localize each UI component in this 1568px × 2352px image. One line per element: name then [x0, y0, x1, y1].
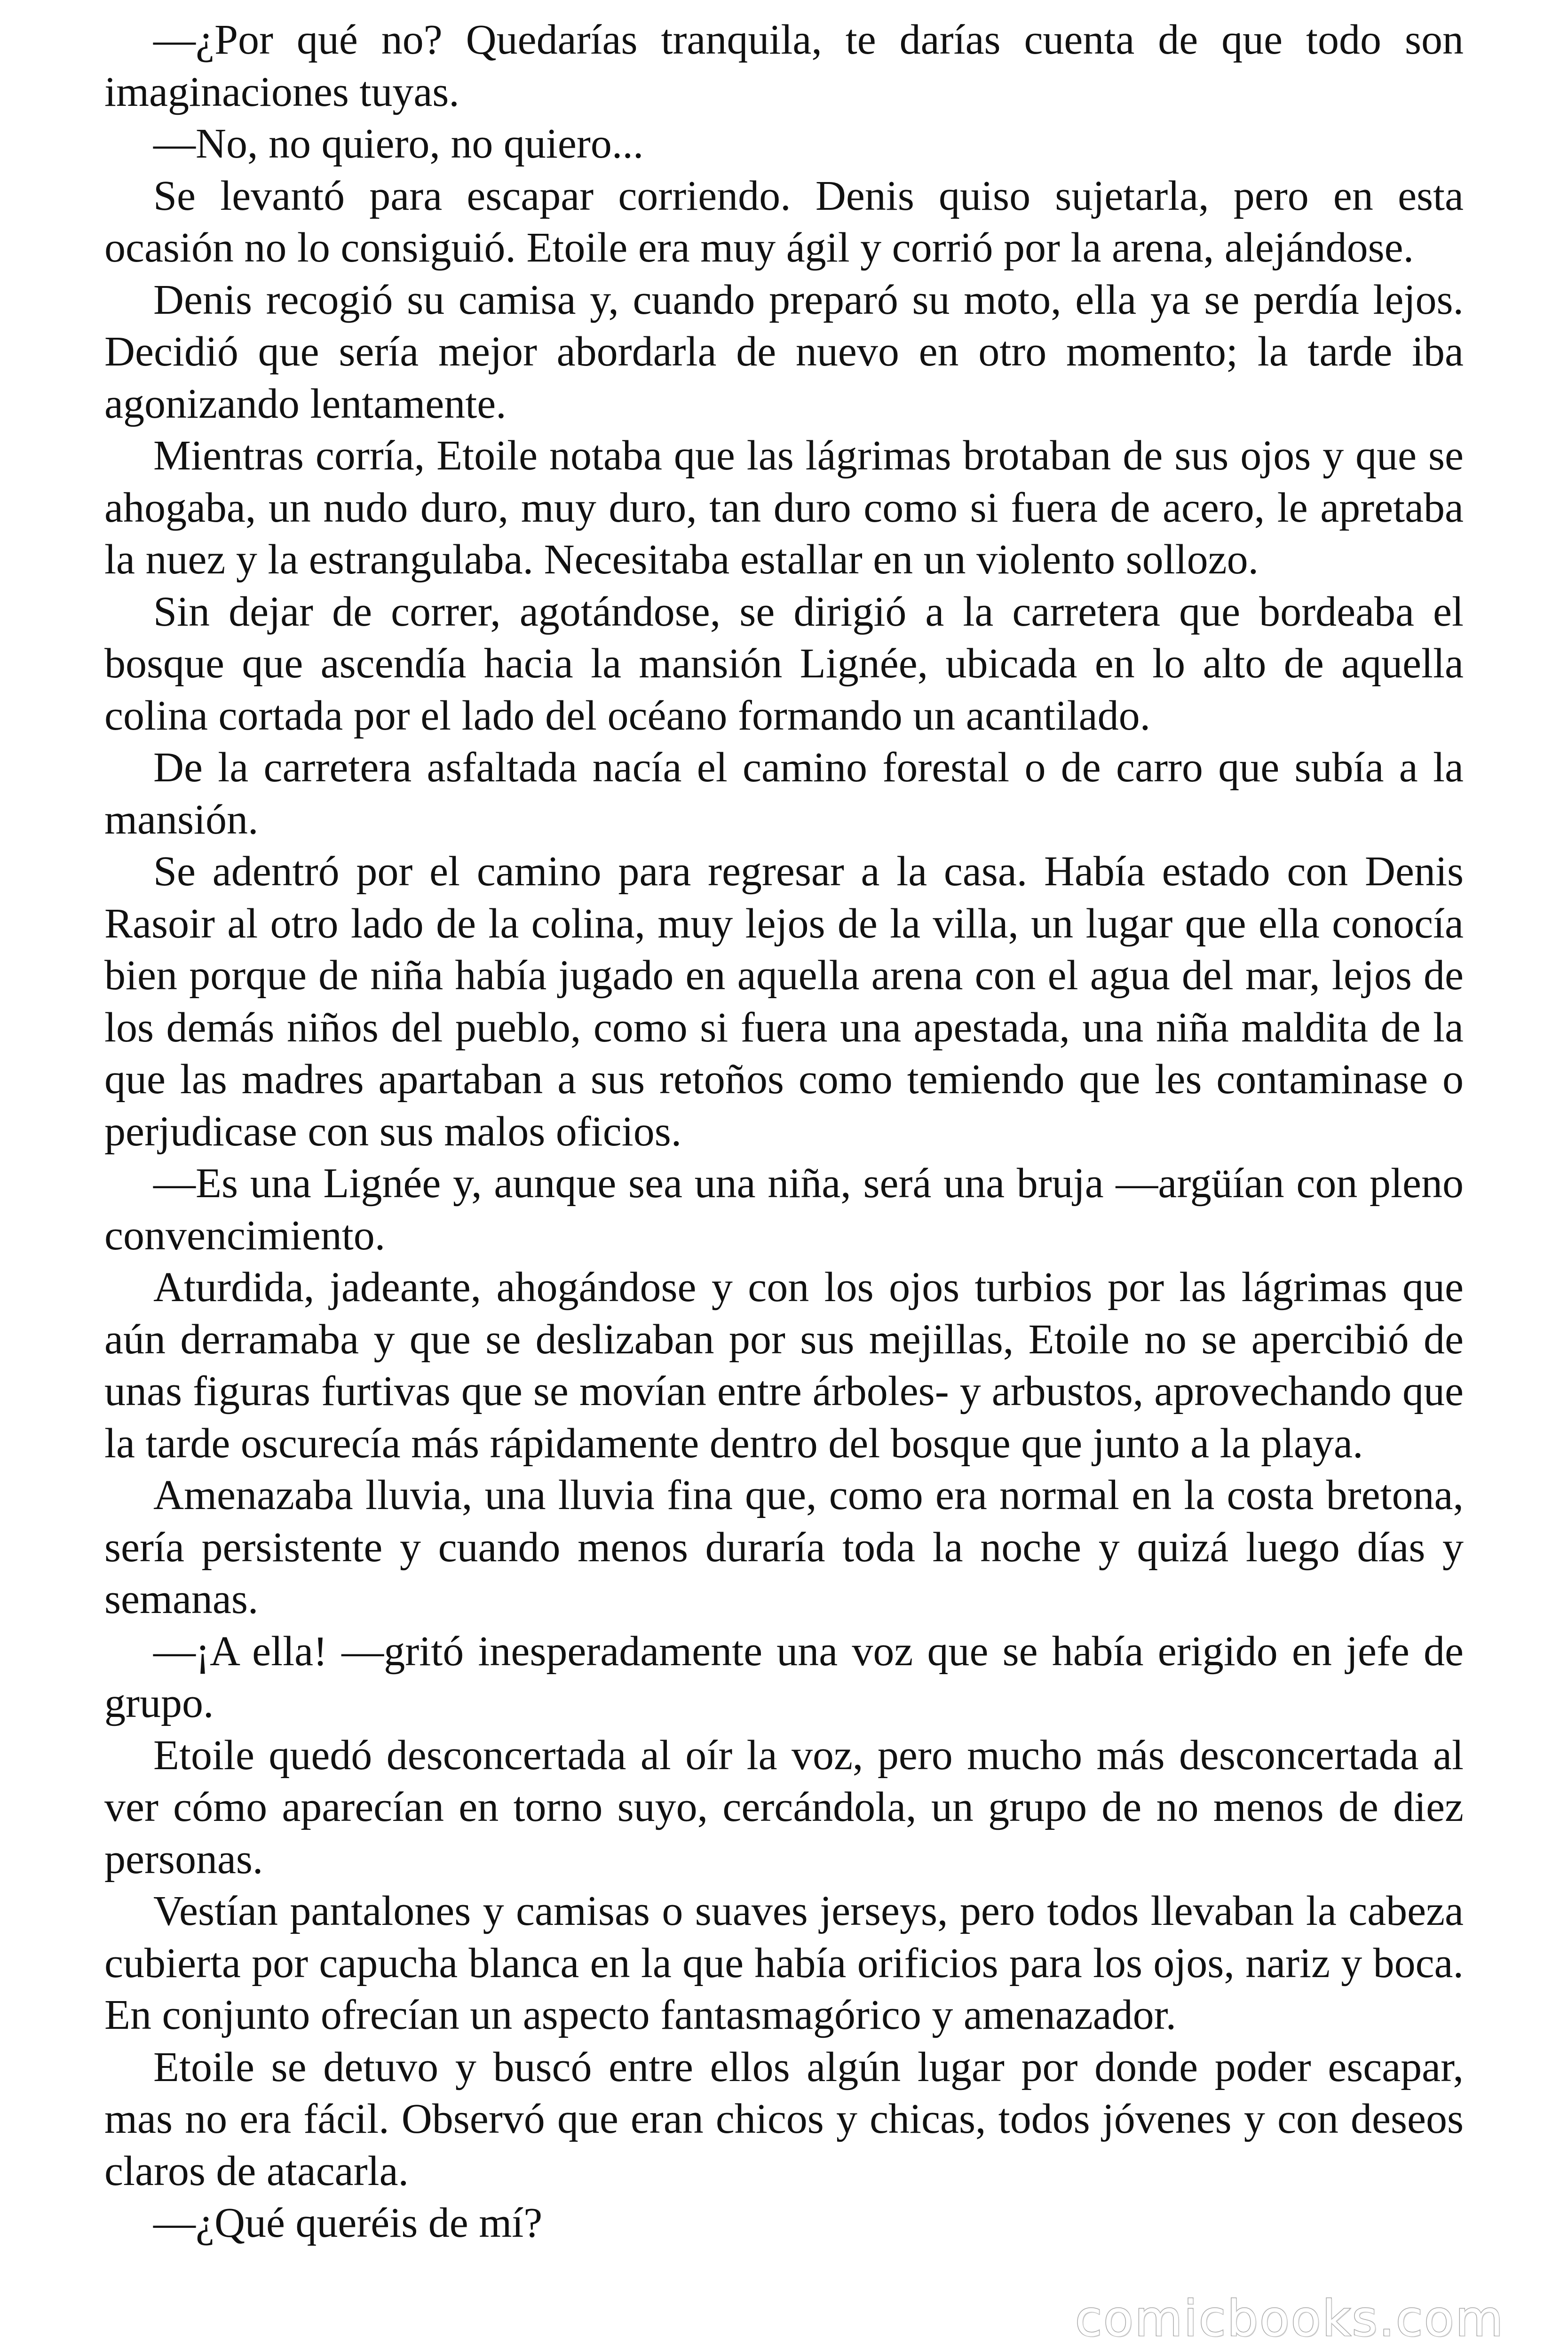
paragraph: Mientras corría, Etoile notaba que las lágrimas brotaban de sus ojos y que se ahogaba, un nudo duro, muy duro, tan duro como si fuera de acero, le apretaba la nuez y la estrangulaba. Necesitaba estallar en un violento sollozo. [104, 432, 1464, 583]
paragraph: Se adentró por el camino para regresar a la casa. Había estado con Denis Rasoir al otro lado de la colina, muy lejos de la villa, un lugar que ella conocía bien porque de niña había jugado en aquella arena con el agua del mar, lejos de los demás niños del pueblo, como si fuera una apestada, una niña maldita de la que las madres apartaban a sus retoños como temiendo que les contaminase o perjudicase con sus malos oficios. [104, 848, 1464, 1155]
book-page [104, 14, 1464, 2249]
paragraph: Etoile quedó desconcertada al oír la voz, pero mucho más desconcertada al ver cómo aparecían en torno suyo, cercándola, un grupo de no menos de diez personas. [104, 1732, 1464, 1883]
paragraph: Vestían pantalones y camisas o suaves jerseys, pero todos llevaban la cabeza cubierta por capucha blanca en la que había orificios para los ojos, nariz y boca. En conjunto ofrecían un aspecto fantasmagórico y amenazador. [104, 1888, 1464, 2038]
paragraph: —Es una Lignée y, aunque sea una niña, será una bruja —argüían con pleno convencimiento. [104, 1160, 1464, 1259]
paragraph: Sin dejar de correr, agotándose, se dirigió a la carretera que bordeaba el bosque que ascendía hacia la mansión Lignée, ubicada en lo alto de aquella colina cortada por el lado del océano formando un acantilado. [104, 588, 1464, 739]
paragraph: Amenazaba lluvia, una lluvia fina que, como era normal en la costa bretona, sería persistente y cuando menos duraría toda la noche y quizá luego días y semanas. [104, 1472, 1464, 1622]
paragraph: —¿Por qué no? Quedarías tranquila, te darías cuenta de que todo son imaginaciones tuyas. [104, 16, 1464, 115]
paragraph: Aturdida, jadeante, ahogándose y con los ojos turbios por las lágrimas que aún derramaba y que se deslizaban por sus mejillas, Etoile no se apercibió de unas figuras furtivas que se movían entre árboles- y arbustos, aprovechando que la tarde oscurecía más rápidamente dentro del bosque que junto a la playa. [104, 1264, 1464, 1467]
paragraph: —¿Qué queréis de mí? [153, 2200, 543, 2246]
paragraph: Denis recogió su camisa y, cuando preparó su moto, ella ya se perdía lejos. Decidió que sería mejor abordarla de nuevo en otro momento; la tarde iba agonizando lentamente. [104, 276, 1464, 427]
paragraph: Etoile se detuvo y buscó entre ellos algún lugar por donde poder escapar, mas no era fácil. Observó que eran chicos y chicas, todos jóvenes y con deseos claros de atacarla. [104, 2043, 1464, 2194]
paragraph: De la carretera asfaltada nacía el camino forestal o de carro que subía a la mansión. [104, 744, 1464, 843]
watermark-text: comicbooks.com [1075, 2290, 1505, 2347]
paragraph: —No, no quiero, no quiero... [153, 120, 644, 167]
paragraph: Se levantó para escapar corriendo. Denis quiso sujetarla, pero en esta ocasión no lo consiguió. Etoile era muy ágil y corrió por la arena, alejándose. [104, 172, 1464, 271]
paragraph: —¡A ella! —gritó inesperadamente una voz que se había erigido en jefe de grupo. [104, 1628, 1464, 1726]
